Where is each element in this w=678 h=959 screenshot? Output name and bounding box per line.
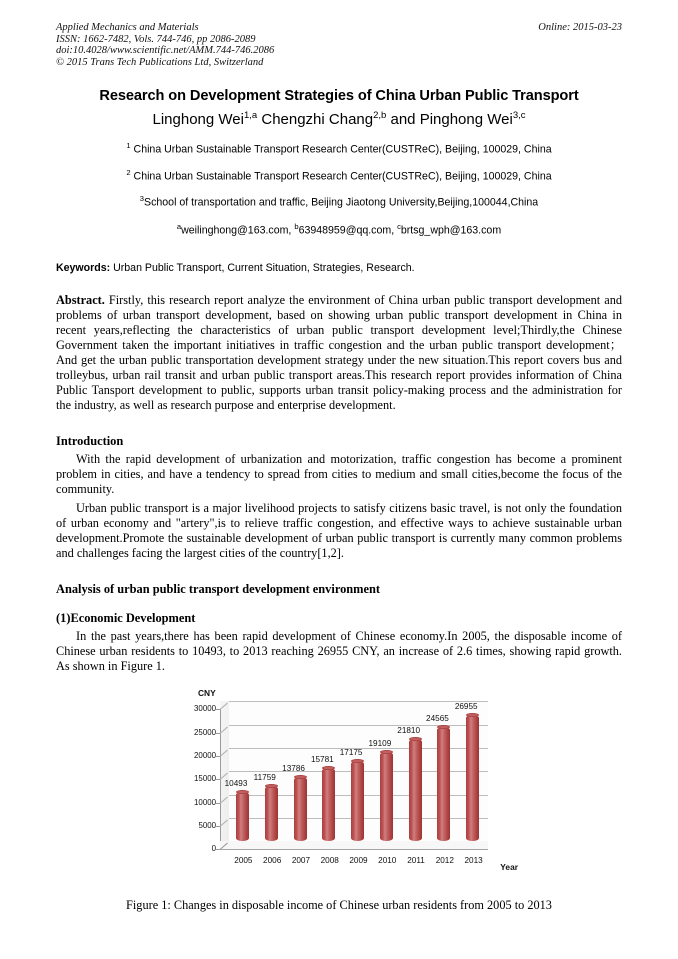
chart-bar [294, 777, 307, 841]
chart-bar-slot [426, 701, 459, 841]
author-conjunction: and Pinghong Wei [386, 111, 513, 129]
chart-bar-slot [224, 701, 258, 841]
chart-bar-slot [368, 701, 402, 841]
chart-bars [224, 701, 488, 841]
chart-bar-value-label: 10493 [224, 779, 248, 789]
chart-bar-slot [282, 701, 316, 841]
chart-x-tick-label: 2013 [464, 856, 483, 866]
chart-y-tick-label: 30000 [194, 704, 216, 714]
chart-y-tick-mark [216, 756, 220, 757]
chart-x-axis-line [220, 849, 488, 850]
chart-bar-value-label: 17175 [339, 748, 363, 758]
chart-y-tick-label: 0 [211, 844, 216, 854]
section-heading-analysis: Analysis of urban public transport development environment [56, 581, 381, 596]
keywords-line [56, 262, 622, 274]
affiliation-3 [56, 192, 622, 210]
affiliation-2 [56, 166, 622, 184]
chart-x-axis-label: Year [500, 862, 518, 873]
chart-x-tick-label: 2012 [435, 856, 454, 866]
chart-bar-slot [339, 701, 373, 841]
chart-bar [265, 786, 278, 841]
chart-x-tick-label: 2005 [234, 856, 253, 866]
email-3: brtsg_wph@163.com [400, 224, 502, 237]
abstract-block [56, 293, 622, 414]
affiliation-3-sup: 3 [139, 194, 145, 204]
figure-1-area [56, 688, 622, 884]
chart-x-tick-label: 2009 [349, 856, 368, 866]
issn-line: ISSN: 1662-7482, Vols. 744-746, pp 2086-2089 [56, 33, 256, 45]
introduction-paragraph-2: Urban public transport is a major livelihood projects to satisfy citizens basic travel, is not only the foundation of urban economy and "artery",is to relieve traffic congestion, and effective ways to achieve sustainable urban development.Promote the sustainable development of urban public transport is currently many common problems and challenges facing the largest cities of the country[1,2]. [56, 500, 622, 560]
copyright-line: © 2015 Trans Tech Publications Ltd, Switzerland [56, 56, 264, 68]
chart-y-tick-mark [216, 779, 220, 780]
chart-y-tick-mark [216, 803, 220, 804]
chart-x-tick-label: 2008 [320, 856, 339, 866]
chart-bar [409, 739, 422, 841]
chart-plot-area [194, 701, 488, 854]
chart-bar-slot [454, 701, 488, 841]
chart-y-tick-mark [216, 826, 220, 827]
keywords-label: Keywords: [56, 261, 111, 274]
bar-chart [174, 688, 518, 884]
chart-bar [322, 768, 335, 842]
chart-x-tick-label: 2011 [407, 856, 425, 866]
chart-bar-value-label: 13786 [282, 763, 305, 773]
chart-y-tick-label: 5000 [198, 820, 216, 830]
chart-x-tick-label: 2010 [378, 856, 397, 866]
introduction-paragraph-1: With the rapid development of urbanization and motorization, traffic congestion has become a prominent problem in cities, and have a tendency to spread from cities to medium and small cities,become the focus of the community. [56, 452, 622, 497]
abstract-label: Abstract. [56, 292, 105, 307]
abstract-text: Firstly, this research report analyze the environment of China urban public transport development and problems of urban transport development, based on showing urban public transport development in China in recent years,reflecting the characteristics of urban public transport development level;Thirdly,the Chinese Government taken the important initiatives in traffic congestion and the urban public transport development； And get the urban public transportation development strategy under the new situation.This report covers bus and trolleybus, urban rail transit and urban public transport areas.This research report provides information of China Public Tansport development to public, supports urban transit policy-making process and the administration for the industry, as well as research purpose and enterprise development. [56, 292, 622, 413]
chart-x-tick-label: 2006 [263, 856, 282, 866]
paper-title: Research on Development Strategies of China Urban Public Transport [99, 88, 579, 105]
chart-bar [437, 727, 450, 842]
journal-name: Applied Mechanics and Materials [56, 22, 199, 33]
chart-y-tick-label: 15000 [194, 774, 216, 784]
chart-bar-slot [310, 701, 344, 841]
chart-y-tick-mark [216, 709, 220, 710]
author-emails [56, 220, 622, 238]
chart-bar-value-label: 19109 [368, 739, 392, 749]
chart-bar-value-label: 21810 [397, 726, 421, 736]
chart-bar-value-label: 15781 [310, 754, 334, 764]
author-2-sup: 2,b [373, 110, 387, 122]
author-3-sup: 3,c [512, 110, 526, 122]
email-1: weilinghong@163.com, [181, 224, 295, 237]
online-date: Online: 2015-03-23 [538, 22, 622, 33]
doi-line: doi:10.4028/www.scientific.net/AMM.744-746.2086 [56, 45, 275, 57]
section-heading-introduction: Introduction [56, 434, 124, 449]
affiliation-1-text: China Urban Sustainable Transport Research Center(CUSTReC), Beijing, 100029, China [130, 143, 552, 156]
author-1-name: Linghong Wei [152, 111, 244, 129]
chart-bar-value-label: 11759 [253, 773, 276, 783]
page-content [56, 22, 622, 913]
section-heading-economic-development: (1)Economic Development [56, 610, 196, 625]
chart-bar [466, 715, 479, 841]
chart-y-tick-label: 25000 [194, 727, 216, 737]
chart-y-tick-label: 10000 [194, 797, 216, 807]
chart-bar-value-label: 24565 [426, 713, 449, 723]
chart-bar [351, 761, 364, 841]
chart-x-tick-label: 2007 [291, 856, 311, 866]
chart-bar [236, 792, 249, 841]
economic-development-paragraph: In the past years,there has been rapid development of Chinese economy.In 2005, the disposable income of Chinese urban residents to 10493, to 2013 reaching 26955 CNY, an increase of 2.6 times, showing rapid growth. As shown in Figure 1. [56, 628, 622, 674]
author-list [56, 110, 622, 128]
email-2: 63948959@qq.com, [298, 224, 398, 237]
figure-1-caption: Figure 1: Changes in disposable income of Chinese urban residents from 2005 to 2013 [126, 898, 552, 913]
affiliation-2-text: China Urban Sustainable Transport Research Center(CUSTReC), Beijing, 100029, China [130, 170, 552, 183]
chart-bar [380, 752, 393, 841]
chart-bar-value-label: 26955 [454, 702, 478, 712]
email-1-sup: a [176, 221, 182, 231]
affiliation-2-sup: 2 [126, 167, 131, 177]
chart-y-tick-label: 20000 [194, 750, 216, 760]
author-2-name: Chengzhi Chang [257, 111, 374, 129]
running-head [56, 22, 622, 68]
email-3-sup: c [397, 221, 401, 231]
affiliation-1 [56, 139, 622, 157]
affiliation-1-sup: 1 [126, 141, 131, 151]
email-2-sup: b [294, 221, 299, 231]
keywords-text: Urban Public Transport, Current Situation, Strategies, Research. [110, 261, 415, 274]
chart-y-axis-label: CNY [198, 688, 216, 699]
affiliation-3-text: School of transportation and traffic, Beijing Jiaotong University,Beijing,100044,China [144, 196, 539, 209]
chart-y-tick-mark [216, 733, 220, 734]
author-1-sup: 1,a [243, 110, 258, 122]
